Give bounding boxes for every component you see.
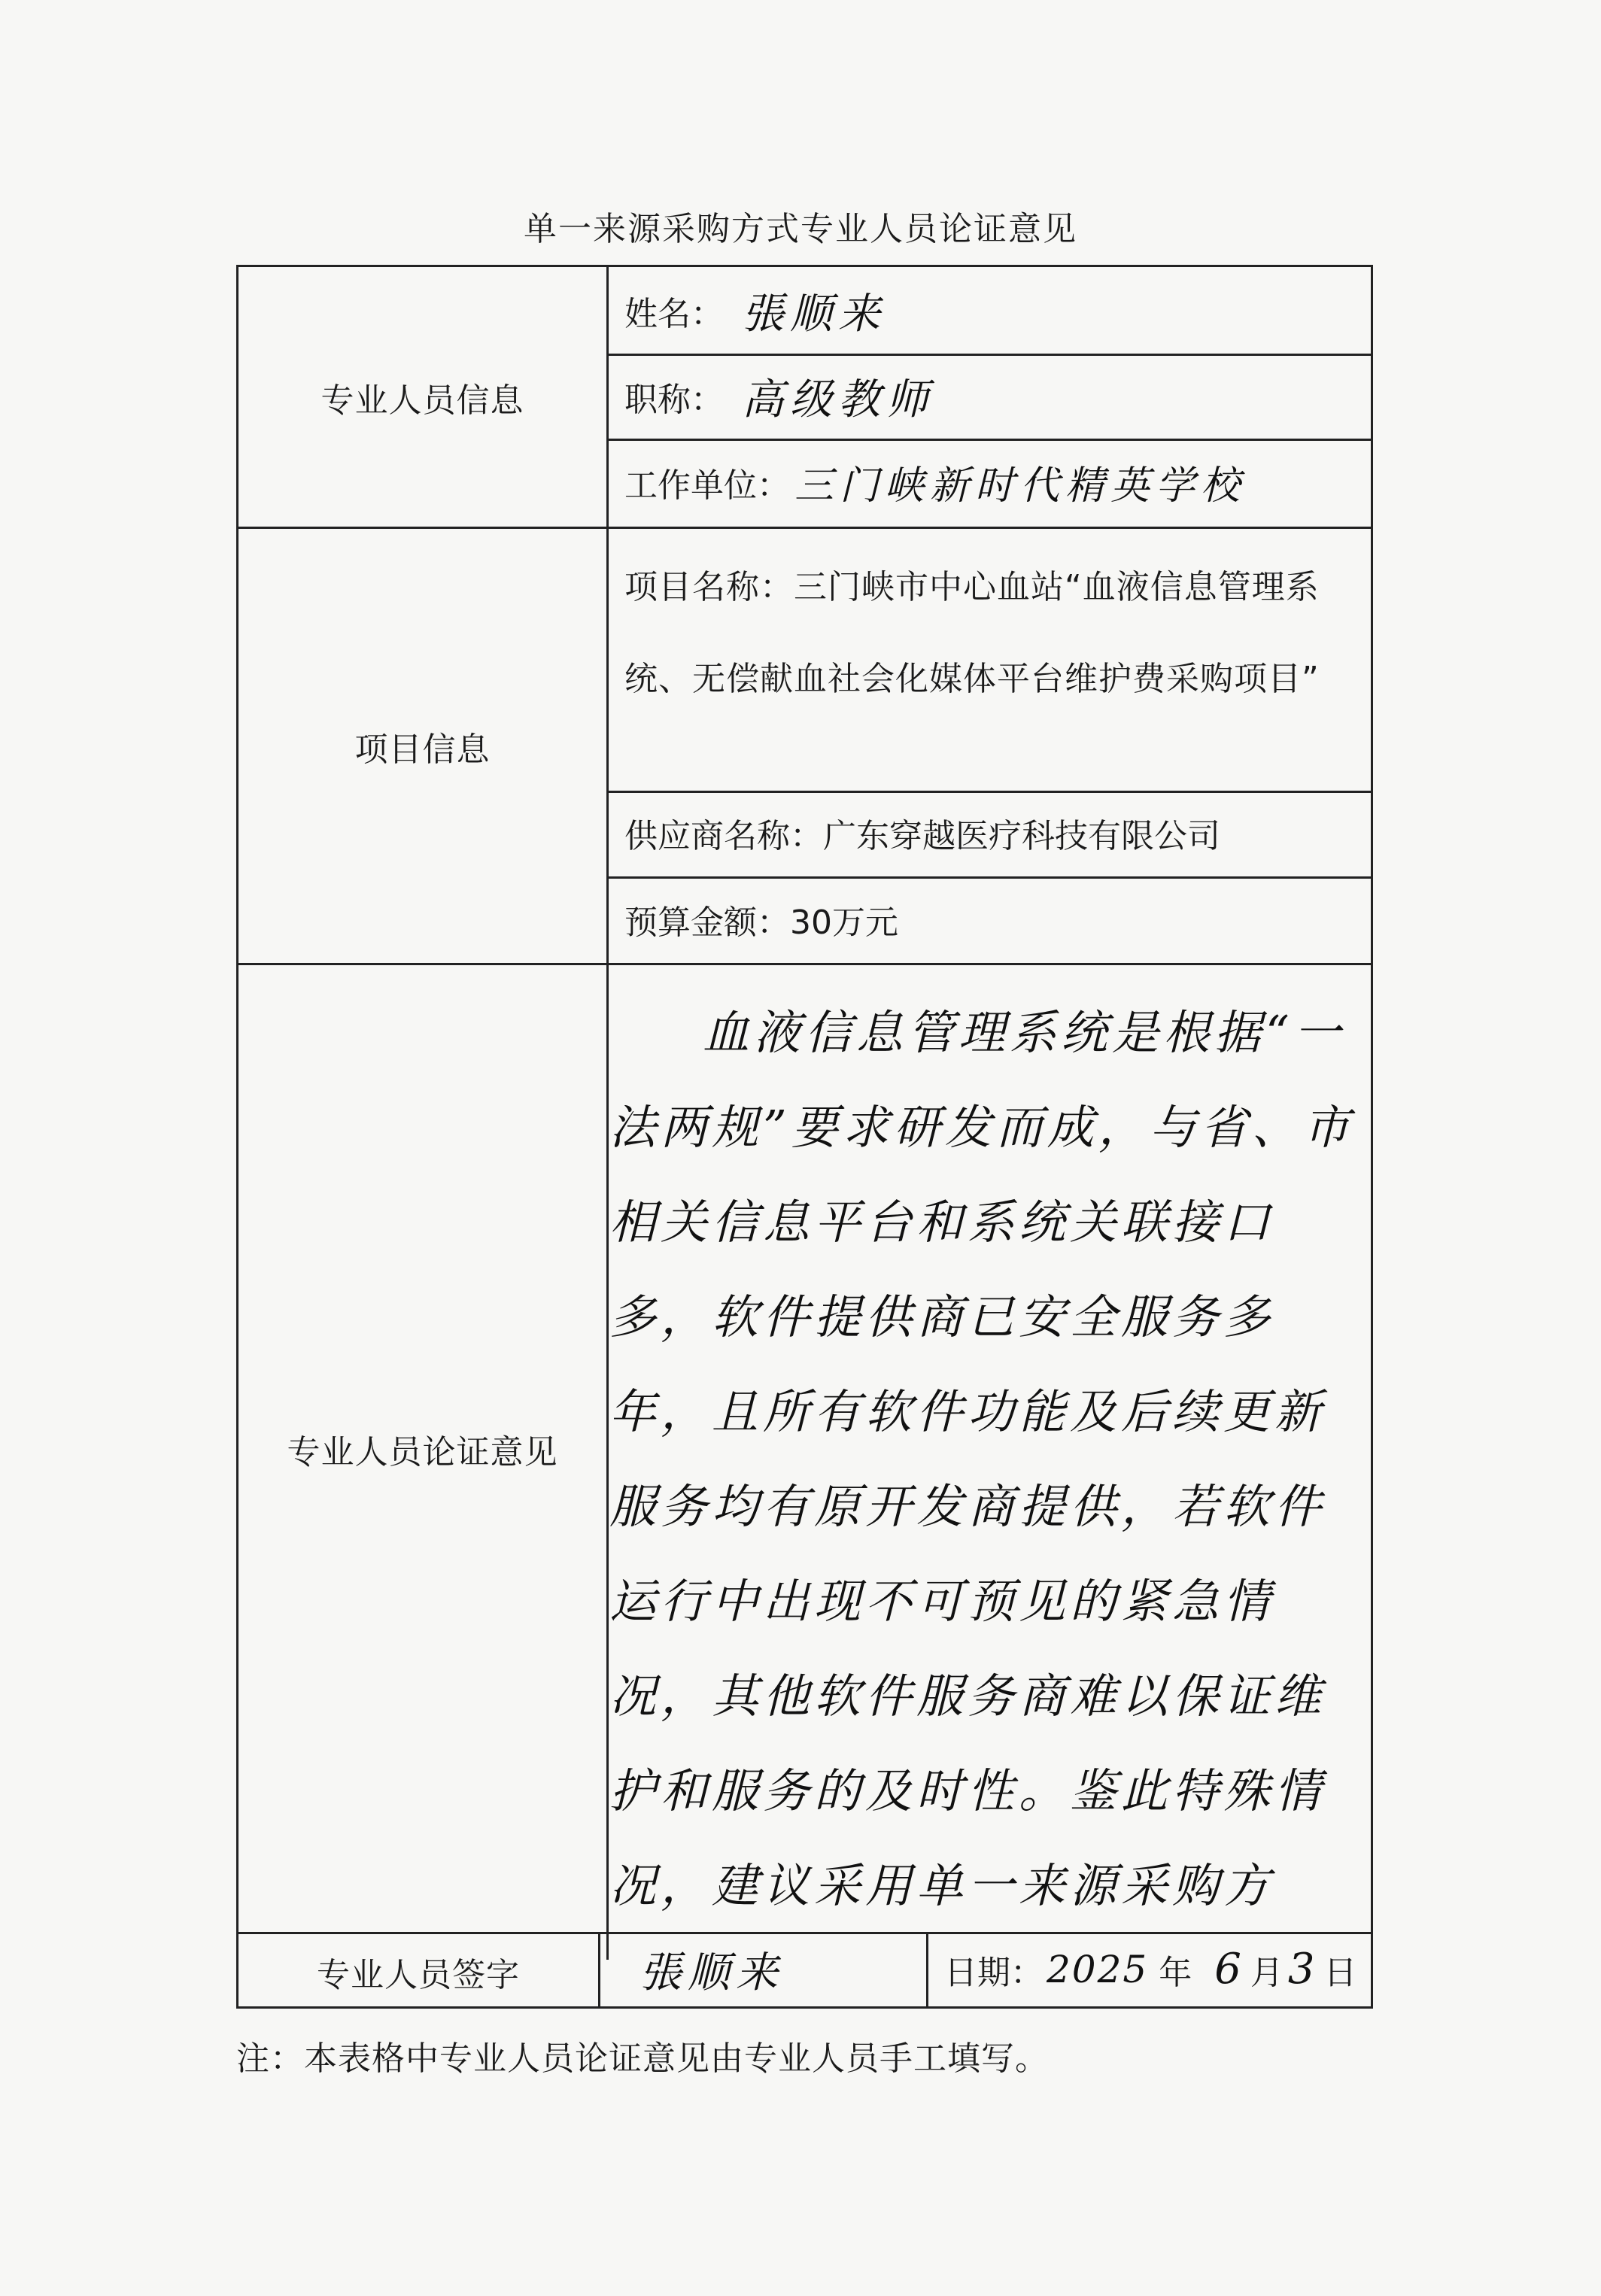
- opinion-text: 血液信息管理系统是根据“一法两规”要求研发而成，与省、市相关信息平台和系统关联接口多，软件提供商已安全服务多年，且所有软件功能及后续更新服务均有原开发商提供，若软件运行中出现不可预见的紧急情况，其他软件服务商难以保证维护和服务的及时性。鉴此特殊情况，建议采用单一来源采购方: [609, 1005, 1354, 1913]
- workplace-value: 三门峡新时代精英学校: [794, 463, 1247, 509]
- budget-label: 预算金额：: [624, 903, 790, 942]
- name-label: 姓名：: [624, 294, 724, 333]
- divider: [598, 1932, 600, 2009]
- title-field: [624, 354, 934, 439]
- footnote: 注：本表格中专业人员论证意见由专业人员手工填写。: [236, 2039, 1049, 2078]
- signer-signature: 張顺来: [639, 1948, 784, 1997]
- project-name-label: 项目名称：: [624, 568, 794, 606]
- signer-field: [639, 1932, 784, 2006]
- supplier-value: 广东穿越医疗科技有限公司: [823, 817, 1220, 855]
- date-day: 3: [1287, 1945, 1321, 1994]
- date-month: 6: [1214, 1945, 1247, 1994]
- date-field: [944, 1932, 1357, 2006]
- workplace-field: [624, 439, 1246, 525]
- date-day-unit: 日: [1323, 1953, 1357, 1992]
- signature-label: 专业人员签字: [317, 1955, 520, 1994]
- project-info-label: 项目信息: [354, 730, 491, 769]
- date-year: 2025: [1047, 1947, 1149, 1991]
- budget-value: 30万元: [790, 903, 898, 942]
- workplace-label: 工作单位：: [624, 466, 790, 505]
- supplier-label: 供应商名称：: [624, 817, 823, 855]
- title-label: 职称：: [624, 380, 724, 419]
- opinion-label: 专业人员论证意见: [287, 1432, 558, 1471]
- date-month-unit: 月: [1250, 1953, 1284, 1992]
- name-value: 張顺来: [742, 289, 886, 339]
- budget-field: [624, 876, 898, 962]
- divider: [606, 267, 609, 1960]
- name-field: [624, 267, 886, 354]
- personnel-info-label: 专业人员信息: [321, 381, 524, 420]
- date-label: 日期：: [944, 1953, 1044, 1992]
- divider: [926, 1932, 928, 2009]
- title-value: 高级教师: [742, 375, 934, 424]
- project-name-value: 三门峡市中心血站“血液信息管理系统、无偿献血社会化媒体平台维护费采购项目”: [624, 568, 1320, 698]
- project-name-field: [624, 542, 1362, 725]
- date-year-unit: 年: [1159, 1953, 1192, 1992]
- supplier-field: [624, 790, 1220, 876]
- form-title: 单一来源采购方式专业人员论证意见: [524, 210, 1077, 248]
